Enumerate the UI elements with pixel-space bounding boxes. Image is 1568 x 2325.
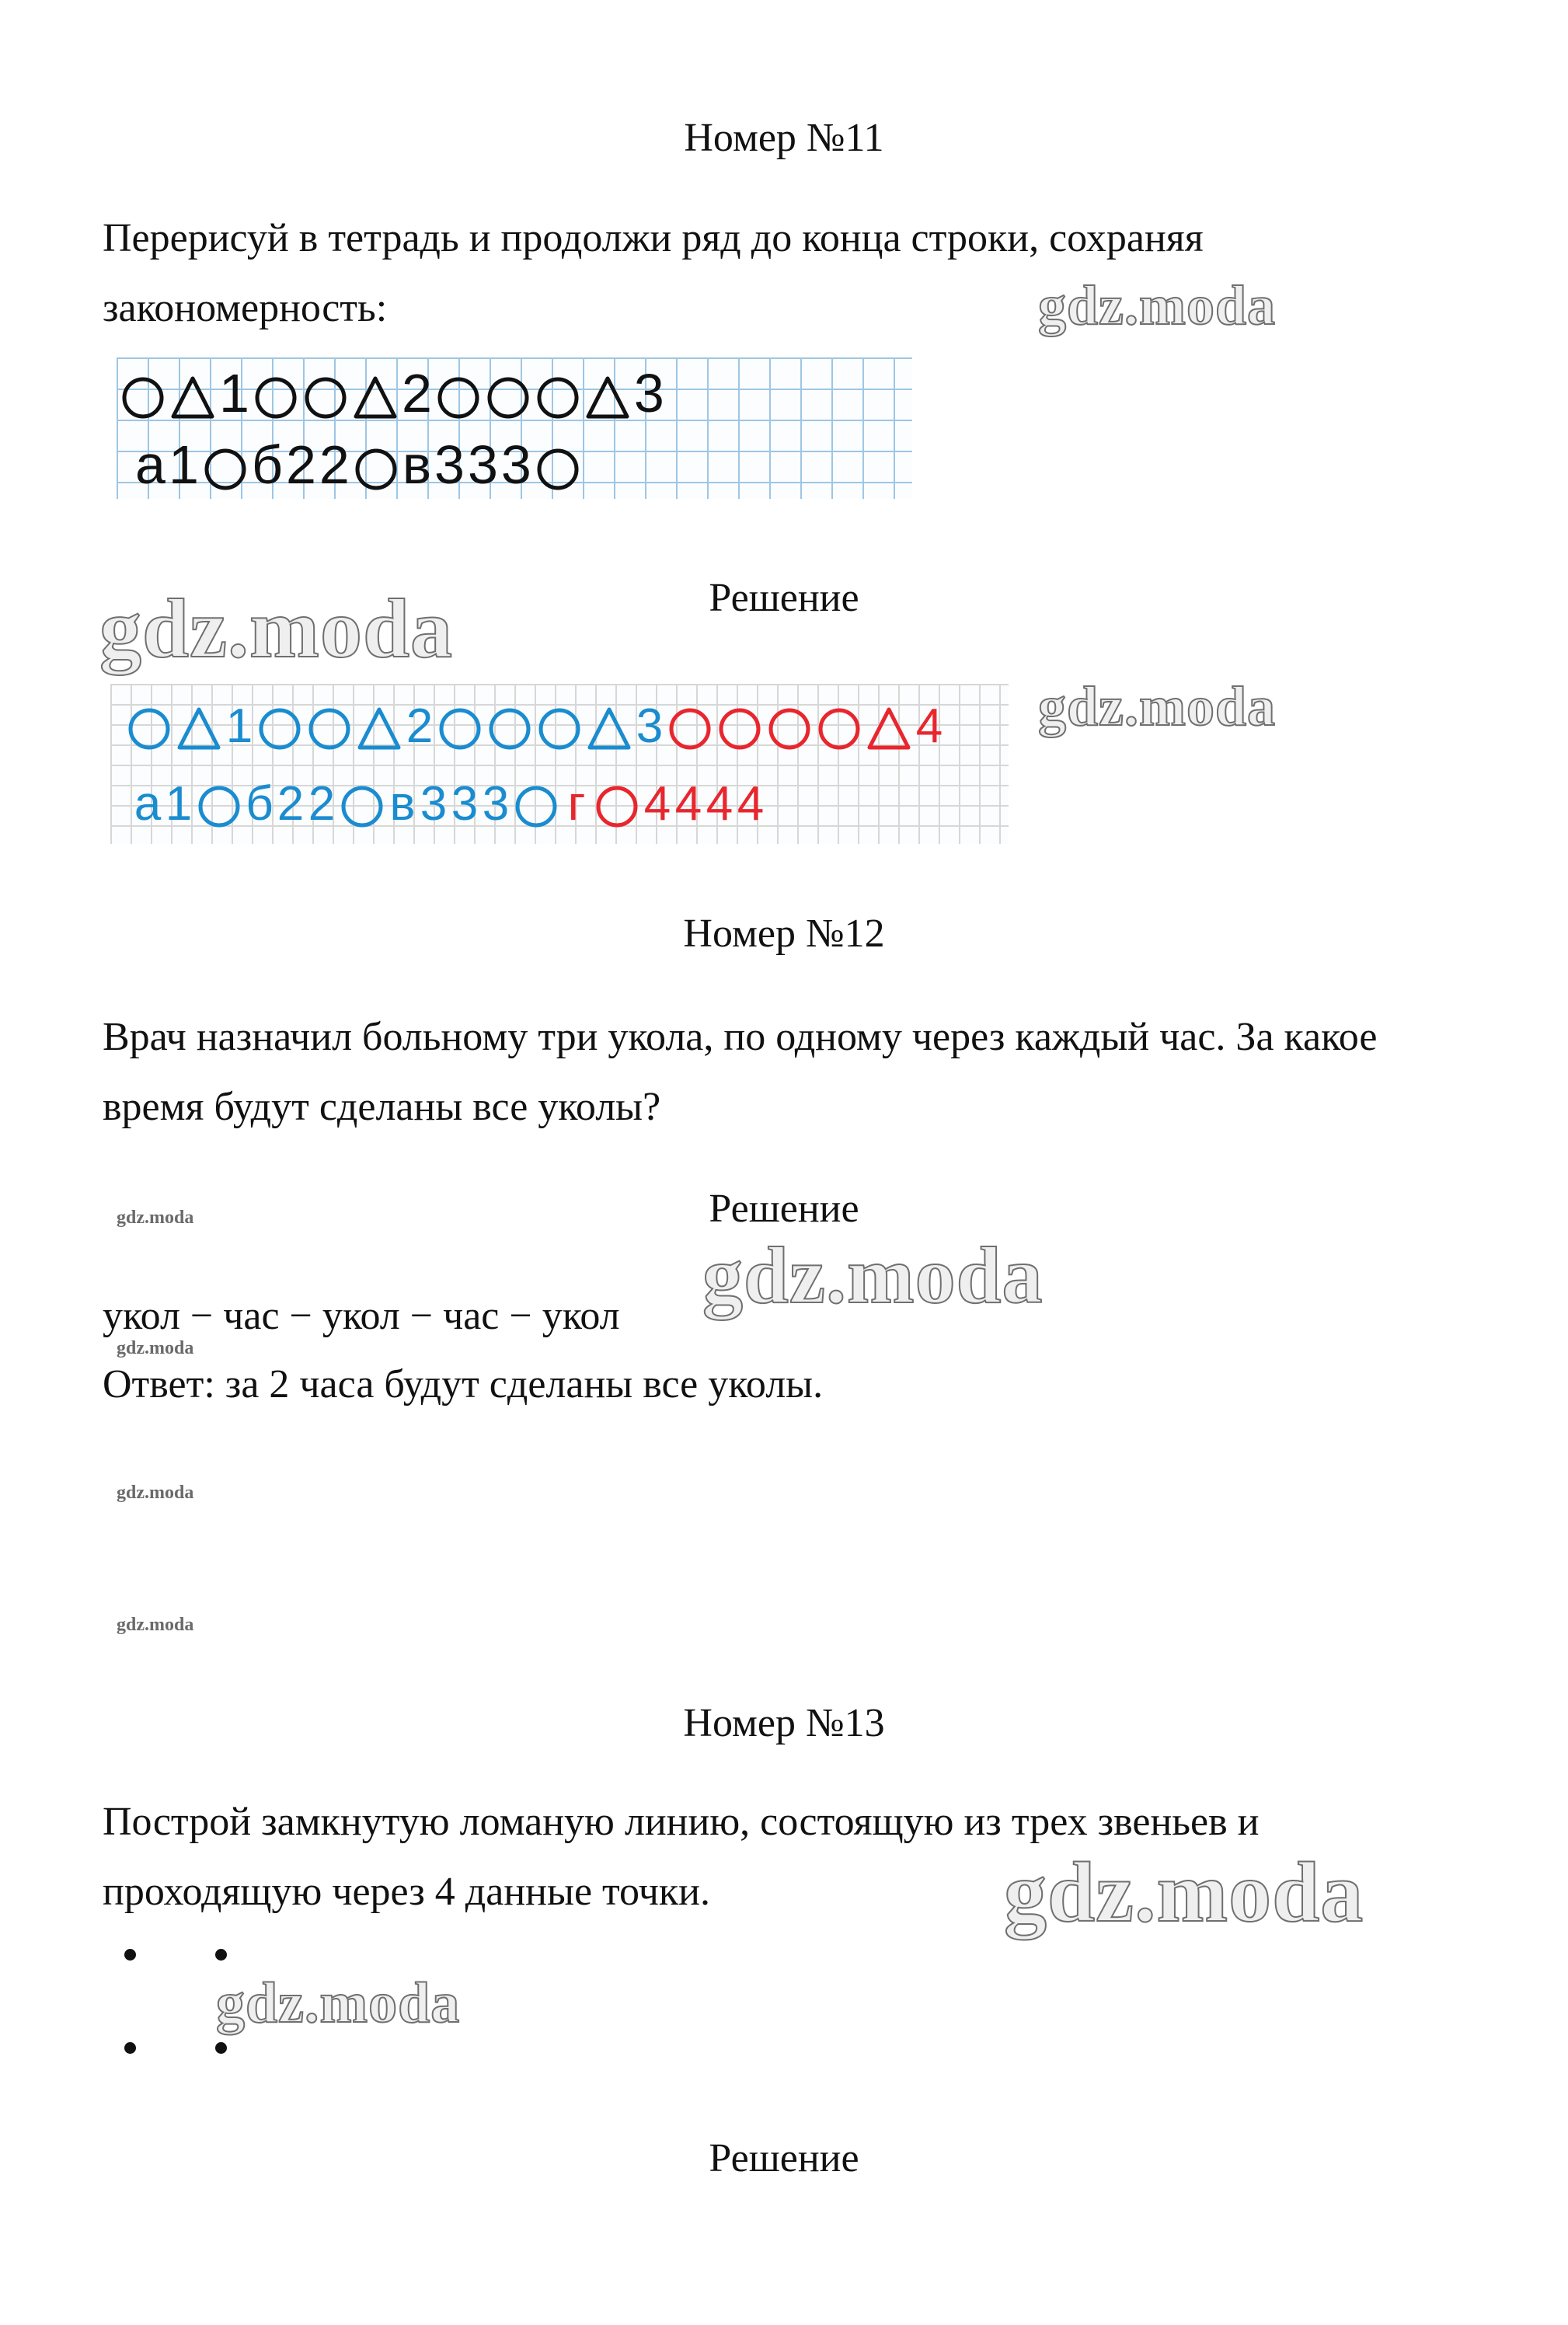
circle-icon (535, 434, 581, 496)
sequence-symbol: 2 (401, 363, 432, 424)
circle-icon (513, 776, 559, 831)
sequence-symbol: 1 (219, 363, 249, 424)
circle-icon (126, 699, 172, 754)
sequence-symbol: 3 (636, 699, 664, 753)
circle-icon (536, 699, 583, 754)
circle-icon (716, 699, 763, 754)
sequence-symbol: а (134, 776, 162, 831)
sequence-symbol: 3 (451, 776, 479, 831)
solution-row-2 (134, 772, 1009, 835)
task-11-text: Перерисуй в тетрадь и продолжи ряд до конца строки, сохраняя закономерность: (103, 216, 1204, 330)
triangle-icon (176, 699, 222, 754)
sequence-symbol: в (402, 434, 432, 495)
triangle-icon (866, 699, 912, 754)
watermark-small: gdz.moda (117, 1483, 194, 1503)
sequence-symbol: 3 (633, 363, 664, 424)
circle-icon (535, 362, 581, 424)
sequence-symbol: 3 (420, 776, 448, 831)
watermark: gdz.moda (1004, 1845, 1364, 1940)
point-3 (124, 2042, 136, 2054)
watermark: gdz.moda (1038, 675, 1277, 737)
watermark-small: gdz.moda (117, 1338, 194, 1358)
watermark: gdz.moda (99, 583, 454, 675)
sequence-symbol: 4 (643, 776, 671, 831)
circle-icon (486, 699, 533, 754)
circle-icon (253, 362, 299, 424)
circle-icon (435, 362, 482, 424)
sequence-symbol: 4 (706, 776, 733, 831)
watermark: gdz.moda (702, 1231, 1044, 1320)
sequence-symbol: 1 (165, 776, 193, 831)
solution-row-1 (126, 695, 1009, 757)
sequence-symbol: 2 (319, 434, 350, 495)
watermark-small: gdz.moda (117, 1208, 194, 1228)
task-11-solution-grid (110, 684, 1009, 844)
sequence-symbol: а (135, 434, 166, 495)
sequence-symbol: 3 (482, 776, 510, 831)
sequence-symbol: 1 (225, 699, 253, 753)
sequence-symbol: 3 (500, 434, 531, 495)
sequence-symbol: 3 (434, 434, 465, 495)
exercise-row-1 (120, 362, 912, 424)
circle-icon (594, 776, 640, 831)
task-11-number: Номер №11 (684, 116, 884, 160)
circle-icon (306, 699, 353, 754)
watermark: gdz.moda (1038, 274, 1277, 336)
sequence-symbol: г (567, 776, 586, 831)
circle-icon (437, 699, 483, 754)
sequence-symbol: 3 (467, 434, 498, 495)
circle-icon (256, 699, 303, 754)
task-12-answer: Ответ: за 2 часа будут сделаны все уколы. (103, 1362, 824, 1407)
task-12-number: Номер №12 (683, 912, 885, 956)
circle-icon (667, 699, 713, 754)
task-12-solution-label: Решение (709, 1187, 859, 1231)
circle-icon (816, 699, 862, 754)
sequence-symbol: 2 (308, 776, 336, 831)
sequence-symbol: в (389, 776, 416, 831)
circle-icon (339, 776, 385, 831)
task-13-text: Построй замкнутую ломаную линию, состоящую из трех звеньев и проходящую через 4 данные точки. (103, 1800, 1260, 1914)
watermark: gdz.moda (216, 1971, 461, 2035)
sequence-symbol: 1 (168, 434, 199, 495)
sequence-symbol: 2 (406, 699, 434, 753)
circle-icon (353, 434, 399, 496)
exercise-row-2 (135, 434, 912, 496)
circle-icon (766, 699, 813, 754)
triangle-icon (169, 362, 216, 424)
point-2 (215, 1949, 227, 1961)
task-12-solution-line: укол − час − укол − час − укол (103, 1294, 620, 1338)
task-11-pattern-grid (117, 357, 912, 499)
sequence-symbol: 4 (674, 776, 702, 831)
sequence-symbol: 4 (915, 699, 943, 753)
sequence-symbol: 2 (277, 776, 305, 831)
circle-icon (196, 776, 242, 831)
circle-icon (202, 434, 249, 496)
task-12-text: Врач назначил больному три укола, по одному через каждый час. За какое время будут сделаны все уколы? (103, 1015, 1378, 1129)
triangle-icon (586, 699, 632, 754)
task-13-solution-label: Решение (709, 2136, 859, 2180)
circle-icon (302, 362, 349, 424)
point-4 (215, 2042, 227, 2054)
task-13-number: Номер №13 (683, 1701, 885, 1745)
sequence-symbol: б (251, 434, 283, 495)
task-11-solution-label: Решение (709, 576, 859, 620)
triangle-icon (356, 699, 402, 754)
sequence-symbol: б (246, 776, 274, 831)
triangle-icon (352, 362, 399, 424)
sequence-symbol: 2 (285, 434, 316, 495)
sequence-symbol: 4 (737, 776, 765, 831)
watermark-small: gdz.moda (117, 1615, 194, 1635)
circle-icon (485, 362, 531, 424)
point-1 (124, 1949, 136, 1961)
circle-icon (120, 362, 166, 424)
triangle-icon (584, 362, 631, 424)
